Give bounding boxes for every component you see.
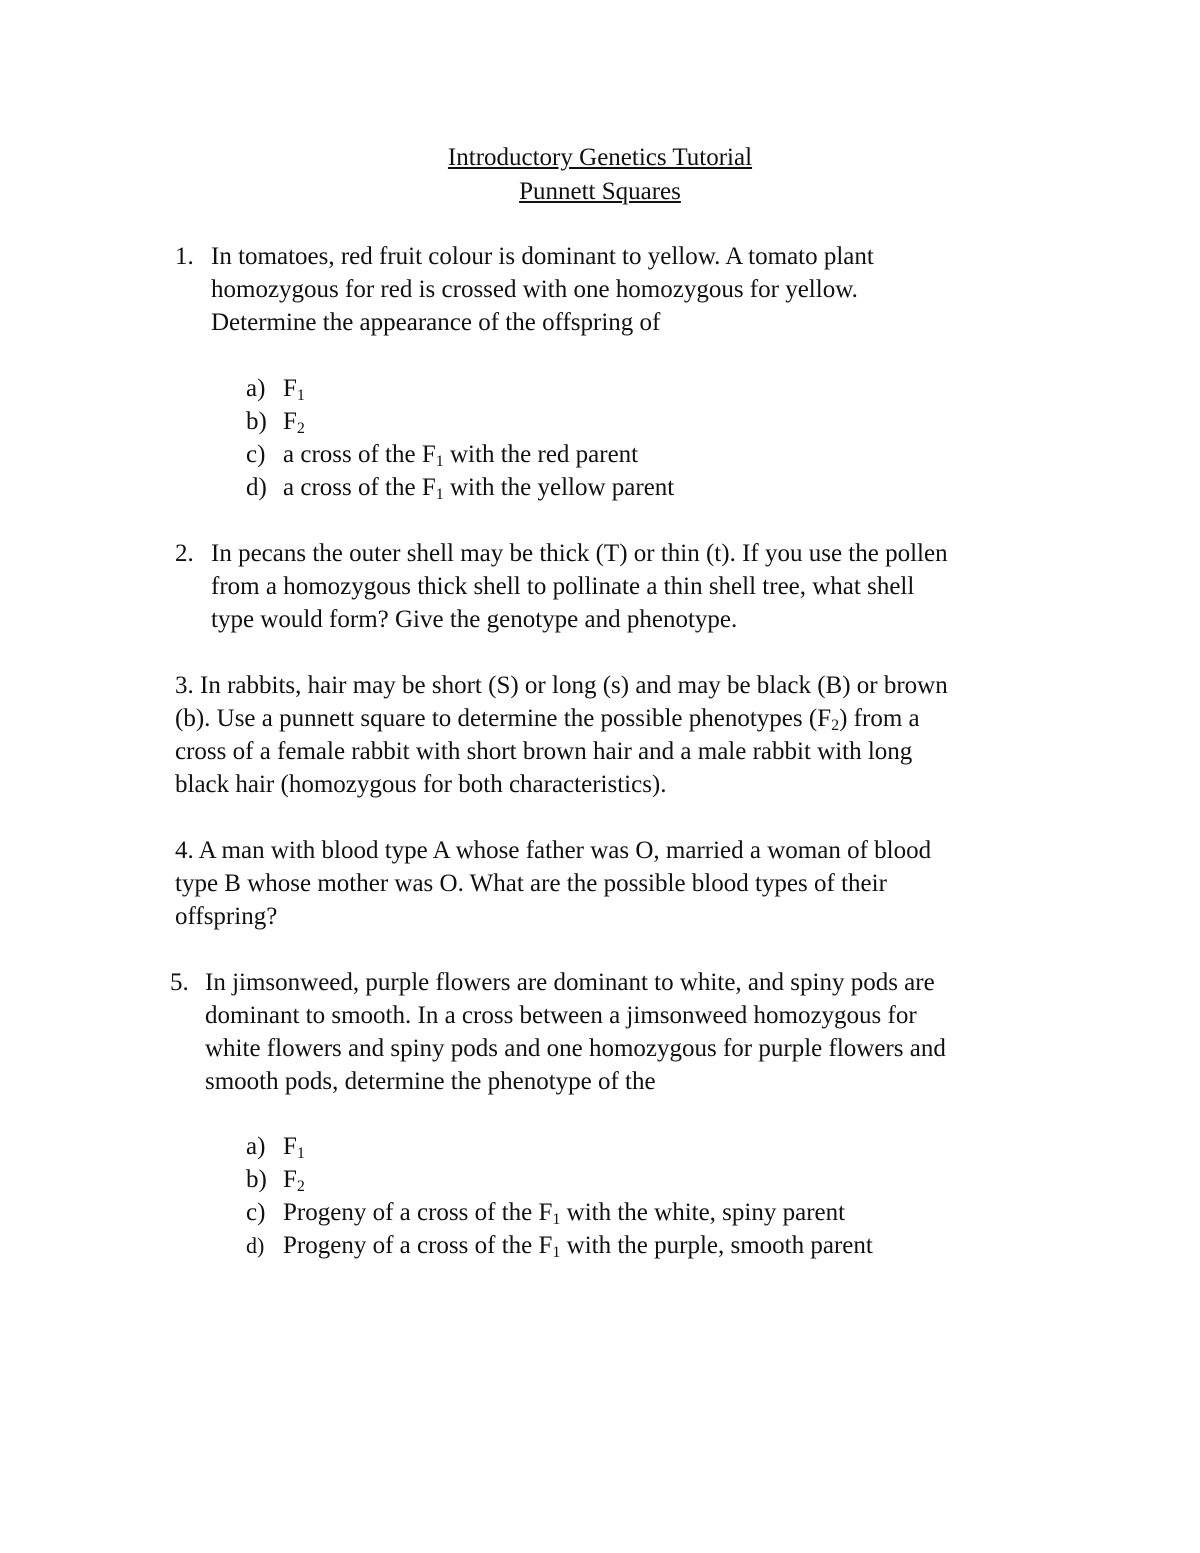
question-text-line: type would form? Give the genotype and phenotype.	[211, 606, 738, 633]
sub-question-label: b)	[246, 408, 267, 435]
sub-question-text: a cross of the $F_1$ with the red parent	[283, 441, 639, 470]
sub-question-text: $F_2$	[283, 1166, 305, 1195]
question-text-line: smooth pods, determine the phenotype of the	[205, 1068, 656, 1095]
question-text-line: (b). Use a punnett square to determine the possible phenotypes $(F_2)$ from a	[175, 705, 920, 734]
sub-question-text: $F_2$	[283, 408, 305, 437]
question-text-line: black hair (homozygous for both characteristics).	[175, 771, 667, 798]
question-text-line: from a homozygous thick shell to pollinate a thin shell tree, what shell	[211, 573, 915, 600]
page-subtitle: Punnett Squares	[519, 178, 681, 205]
question-number: 1.	[175, 243, 194, 270]
question-text-line: In jimsonweed, purple flowers are dominant to white, and spiny pods are	[205, 969, 935, 996]
sub-question-label: b)	[246, 1166, 267, 1193]
question-text-line: In tomatoes, red fruit colour is dominant to yellow. A tomato plant	[211, 243, 874, 270]
sub-question-text: a cross of the $F_1$ with the yellow parent	[283, 474, 675, 503]
sub-question-text: Progeny of a cross of the $F_1$ with the white, spiny parent	[283, 1199, 846, 1228]
question-text-line: 3. In rabbits, hair may be short (S) or long (s) and may be black (B) or brown	[175, 672, 948, 699]
question-text-line: offspring?	[175, 903, 278, 930]
question-text-line: white flowers and spiny pods and one homozygous for purple flowers and	[205, 1035, 946, 1062]
sub-question-text: $F_1$	[283, 375, 305, 404]
sub-question-label: c)	[246, 1199, 266, 1226]
question-text-line: homozygous for red is crossed with one homozygous for yellow.	[211, 276, 858, 303]
question-text-line: cross of a female rabbit with short brown hair and a male rabbit with long	[175, 738, 913, 765]
question-number: 2.	[175, 540, 194, 567]
question-text-line: dominant to smooth. In a cross between a jimsonweed homozygous for	[205, 1002, 917, 1029]
question-number: 5.	[170, 969, 189, 996]
question-text-line: In pecans the outer shell may be thick (T) or thin (t). If you use the pollen	[211, 540, 948, 567]
page-title: Introductory Genetics Tutorial	[447, 144, 753, 171]
question-text-line: type B whose mother was O. What are the possible blood types of their	[175, 870, 887, 897]
question-text-line: Determine the appearance of the offspring of	[211, 309, 661, 336]
sub-question-label: c)	[246, 441, 266, 468]
sub-question-label: d)	[246, 1233, 265, 1258]
question-text-line: 4. A man with blood type A whose father was O, married a woman of blood	[175, 837, 932, 864]
sub-question-label: a)	[246, 1133, 266, 1160]
sub-question-label: d)	[246, 474, 267, 501]
sub-question-text: Progeny of a cross of the $F_1$ with the purple, smooth parent	[283, 1232, 873, 1261]
sub-question-label: a)	[246, 375, 266, 402]
sub-question-text: $F_1$	[283, 1133, 305, 1162]
